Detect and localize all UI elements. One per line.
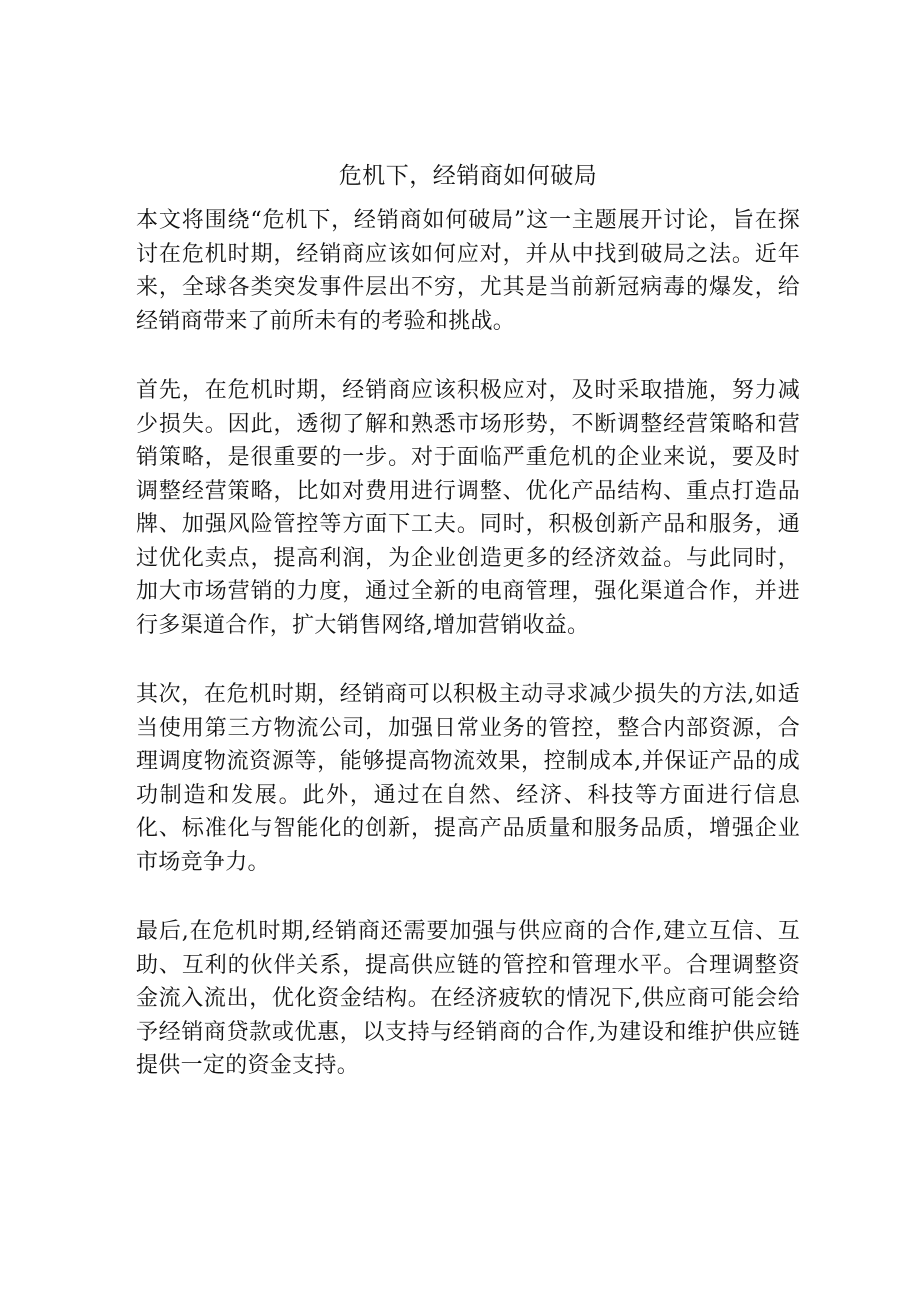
paragraph-first: 首先，在危机时期，经销商应该积极应对，及时采取措施，努力减少损失。因此，透彻了解和熟悉市场形势，不断调整经营策略和营销策略，是很重要的一步。对于面临严重危机的企业来说，要及时调整经营策略，比如对费用进行调整、优化产品结构、重点打造品牌、加强风险管控等方面下工夫。同时，积极创新产品和服务，通过优化卖点，提高利润，为企业创造更多的经济效益。与此同时，加大市场营销的力度，通过全新的电商管理，强化渠道合作，并进行多渠道合作，扩大销售网络,增加营销收益。 <box>136 378 800 638</box>
document-title: 危机下，经销商如何破局 <box>338 163 598 189</box>
paragraph-second: 其次，在危机时期，经销商可以积极主动寻求减少损失的方法,如适当使用第三方物流公司，加强日常业务的管控，整合内部资源，合理调度物流资源等，能够提高物流效果，控制成本,并保证产品的成功制造和发展。此外，通过在自然、经济、科技等方面进行信息化、标准化与智能化的创新，提高产品质量和服务品质，增强企业市场竞争力。 <box>136 682 800 875</box>
paragraph-last: 最后,在危机时期,经销商还需要加强与供应商的合作,建立互信、互助、互利的伙伴关系，提高供应链的管控和管理水平。合理调整资金流入流出，优化资金结构。在经济疲软的情况下,供应商可能会给予经销商贷款或优惠，以支持与经销商的合作,为建设和维护供应链提供一定的资金支持。 <box>136 919 800 1078</box>
document-page <box>136 156 800 1119</box>
paragraph-intro: 本文将围绕“危机下，经销商如何破局”这一主题展开讨论，旨在探讨在危机时期，经销商应该如何应对，并从中找到破局之法。近年来，全球各类突发事件层出不穷，尤其是当前新冠病毒的爆发，给经销商带来了前所未有的考验和挑战。 <box>136 208 800 334</box>
